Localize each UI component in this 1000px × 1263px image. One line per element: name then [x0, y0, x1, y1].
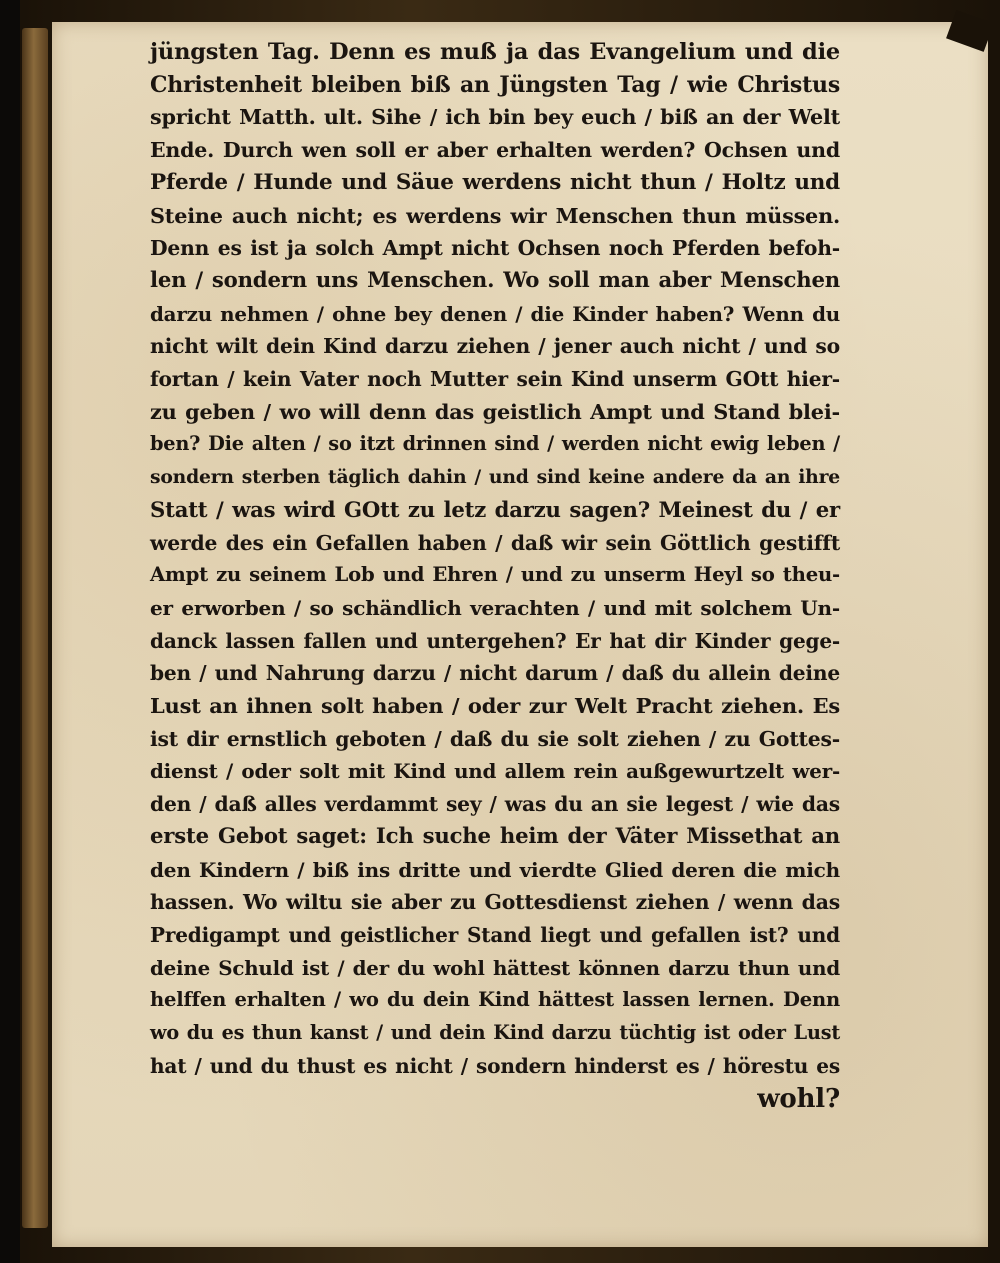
text-line: nicht wilt dein Kind darzu ziehen / jener auch nicht / und so: [150, 334, 840, 359]
text-line: deine Schuld ist / der du wohl hättest können darzu thun und: [150, 955, 840, 980]
text-line: fortan / kein Vater noch Mutter sein Kind unserm GOtt hier-: [150, 367, 840, 392]
text-line: ist dir ernstlich geboten / daß du sie solt ziehen / zu Gottes-: [150, 726, 840, 751]
text-line: danck lassen fallen und untergehen? Er hat dir Kinder gege-: [150, 628, 840, 653]
page-text: [150, 36, 840, 1115]
text-line: jüngsten Tag. Denn es muß ja das Evangelium und die: [150, 39, 840, 65]
text-line: helffen erhalten / wo du dein Kind hättest lassen lernen. Denn: [150, 988, 840, 1012]
text-line: Predigampt und geistlicher Stand liegt und gefallen ist? und: [150, 922, 840, 947]
text-line: hassen. Wo wiltu sie aber zu Gottesdienst ziehen / wenn das: [150, 890, 840, 915]
text-line: den Kindern / biß ins dritte und vierdte Glied deren die mich: [150, 857, 840, 882]
text-line: Pferde / Hunde und Säue werdens nicht thun / Holtz und: [150, 169, 840, 195]
text-line: ben / und Nahrung darzu / nicht darum / daß du allein deine: [150, 661, 840, 686]
text-line: werde des ein Gefallen haben / daß wir sein Göttlich gestifft: [150, 530, 840, 555]
text-line: hat / und du thust es nicht / sondern hinderst es / hörestu es: [150, 1053, 840, 1078]
text-line: sondern sterben täglich dahin / und sind keine andere da an ihre: [150, 466, 840, 489]
text-line: Ampt zu seinem Lob und Ehren / und zu unserm Heyl so theu-: [150, 563, 840, 587]
text-line: darzu nehmen / ohne bey denen / die Kinder haben? Wenn du: [150, 301, 840, 326]
text-line: zu geben / wo will denn das geistlich Ampt und Stand blei-: [150, 398, 840, 424]
text-line: Steine auch nicht; es werdens wir Menschen thun müssen.: [150, 202, 840, 228]
text-line: Statt / was wird GOtt zu letz darzu sagen? Meinest du / er: [150, 496, 840, 522]
text-line: Ende. Durch wen soll er aber erhalten werden? Ochsen und: [150, 138, 840, 163]
page-edges: [22, 28, 48, 1228]
text-line: erste Gebot saget: Ich suche heim der Väter Missethat an: [150, 823, 840, 849]
text-line: dienst / oder solt mit Kind und allem rein außgewurtzelt wer-: [150, 759, 840, 784]
text-line: Denn es ist ja solch Ampt nicht Ochsen noch Pferden befoh-: [150, 236, 840, 261]
text-line: den / daß alles verdammt sey / was du an sie legest / wie das: [150, 792, 840, 817]
catchword: wohl?: [757, 1083, 840, 1114]
text-line: Christenheit bleiben biß an Jüngsten Tag / wie Christus: [150, 71, 840, 98]
text-line: Lust an ihnen solt haben / oder zur Welt Pracht ziehen. Es: [150, 693, 840, 719]
text-line: wo du es thun kanst / und dein Kind darzu tüchtig ist oder Lust: [150, 1021, 840, 1045]
text-line: len / sondern uns Menschen. Wo soll man aber Menschen: [150, 267, 840, 293]
text-line: spricht Matth. ult. Sihe / ich bin bey euch / biß an der Welt: [150, 105, 840, 130]
text-line: ben? Die alten / so itzt drinnen sind / werden nicht ewig leben /: [150, 432, 840, 456]
text-line: er erworben / so schändlich verachten / und mit solchem Un-: [150, 595, 840, 620]
